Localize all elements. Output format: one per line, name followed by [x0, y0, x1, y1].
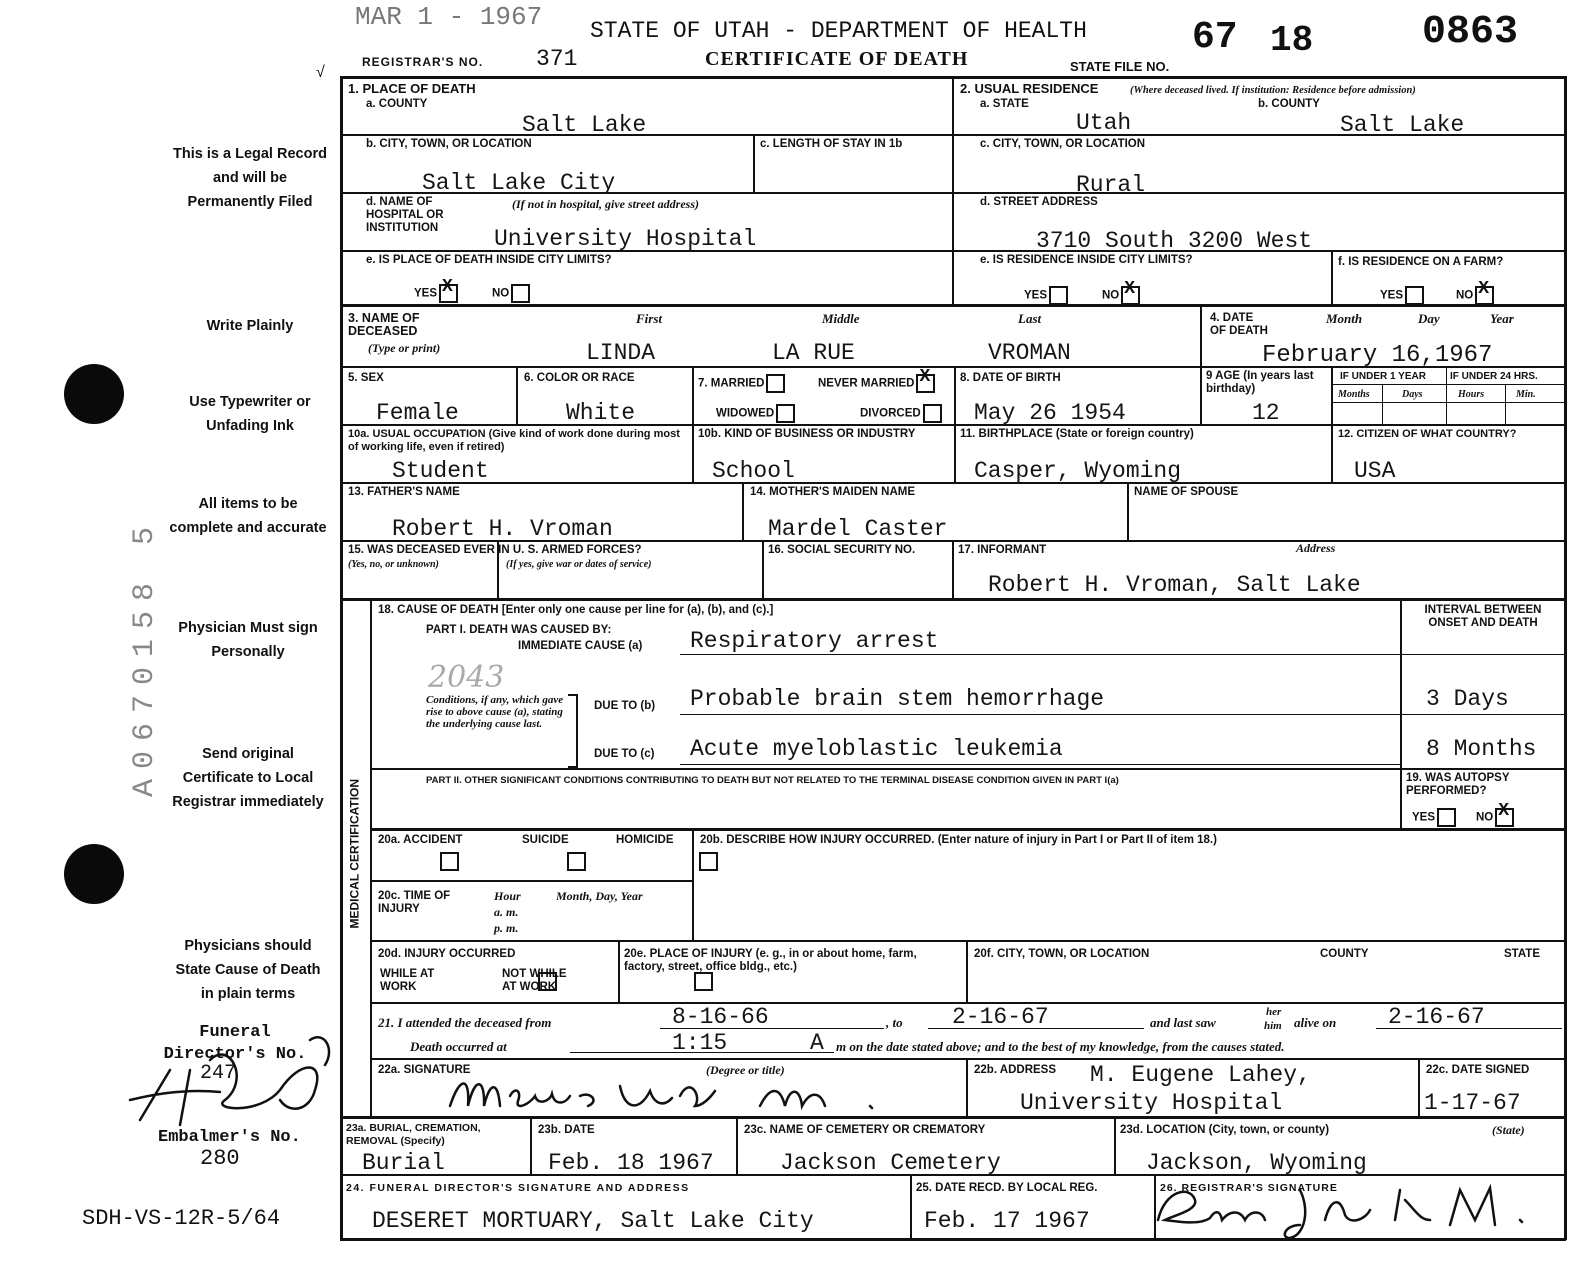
side-note-complete: All items to be complete and accurate — [169, 496, 327, 536]
autopsy-no-checkbox[interactable]: X — [1495, 808, 1514, 827]
min-label: Min. — [1516, 389, 1536, 400]
residence-state-value: Utah — [1076, 110, 1132, 136]
form-title: STATE OF UTAH - DEPARTMENT OF HEALTH — [590, 18, 1087, 44]
death-ampm-value: A — [810, 1030, 824, 1056]
certificate-title: CERTIFICATE OF DEATH — [705, 48, 969, 70]
burial-date-value: Feb. 18 1967 — [548, 1150, 714, 1176]
deceased-name-label: 3. NAME OF DECEASED — [348, 311, 420, 338]
age-value: 12 — [1252, 400, 1280, 426]
farm-yes-checkbox[interactable] — [1405, 286, 1424, 305]
hospital-note: (If not in hospital, give street address) — [512, 197, 700, 211]
embalmer-number: 280 — [200, 1146, 240, 1171]
citizen-value: USA — [1354, 458, 1396, 484]
side-note-legal: This is a Legal Record and will be Permanently Filed — [173, 146, 327, 210]
farm-no-checkbox[interactable]: X — [1475, 286, 1494, 305]
under-1-year-label: IF UNDER 1 YEAR — [1340, 371, 1426, 382]
registrar-signature — [1150, 1180, 1550, 1240]
death-inside-yes[interactable]: YES X — [414, 284, 458, 303]
last-saw-label: and last saw — [1150, 1015, 1216, 1030]
immediate-cause-label: IMMEDIATE CAUSE (a) — [518, 640, 643, 652]
father-value: Robert H. Vroman — [392, 516, 613, 542]
burial-location-value: Jackson, Wyoming — [1146, 1150, 1367, 1176]
injury-city-label: 20f. CITY, TOWN, OR LOCATION — [974, 948, 1150, 960]
interval-label: INTERVAL BETWEEN ONSET AND DEATH — [1424, 604, 1542, 629]
form-number: SDH-VS-12R-5/64 — [82, 1206, 281, 1231]
injury-state-label: STATE — [1504, 948, 1540, 960]
punch-hole-bottom — [64, 844, 124, 904]
marital-never[interactable]: NEVER MARRIED X — [818, 374, 935, 393]
under-24-hrs-label: IF UNDER 24 HRS. — [1450, 371, 1538, 382]
accident-checkbox[interactable] — [440, 852, 459, 871]
burial-type-label: 23a. BURIAL, CREMATION, REMOVAL (Specify) — [346, 1122, 481, 1147]
funeral-director-label: Funeral Director's No. — [163, 1023, 307, 1064]
side-note-physician: Physician Must sign Personally — [178, 620, 318, 660]
autopsy-yes-checkbox[interactable] — [1437, 808, 1456, 827]
age-label: 9 AGE (In years last birthday) — [1206, 370, 1314, 395]
injury-place-label: 20e. PLACE OF INJURY (e. g., in or about home, farm, factory, street, office bldg., etc.) — [624, 948, 917, 973]
middle-name-value: LA RUE — [772, 340, 855, 366]
farm-no[interactable]: NO X — [1456, 286, 1494, 305]
cause-of-death-label: 18. CAUSE OF DEATH [Enter only one cause per line for (a), (b), and (c).] — [378, 604, 774, 616]
cemetery-value: Jackson Cemetery — [780, 1150, 1001, 1176]
mother-label: 14. MOTHER'S MAIDEN NAME — [750, 486, 916, 498]
state-file-number: 0863 — [1422, 10, 1519, 55]
alive-on-label: alive on — [1294, 1015, 1337, 1030]
death-county-label: a. COUNTY — [366, 98, 428, 110]
date-of-death-value: February 16,1967 — [1262, 342, 1493, 369]
armed-forces-note-1: (Yes, no, or unknown) — [348, 559, 439, 570]
spouse-label: NAME OF SPOUSE — [1134, 486, 1239, 498]
last-name-label: Last — [1018, 311, 1042, 326]
residence-city-label: c. CITY, TOWN, OR LOCATION — [980, 138, 1146, 150]
death-city-label: b. CITY, TOWN, OR LOCATION — [366, 138, 532, 150]
marital-widowed[interactable]: WIDOWED — [716, 404, 795, 423]
conditions-label: Conditions, if any, which gave rise to above cause (a), stating the underlying cause last. — [426, 694, 564, 730]
sex-value: Female — [376, 400, 459, 426]
due-to-c-value: Acute myeloblastic leukemia — [690, 736, 1063, 762]
due-to-b-label: DUE TO (b) — [594, 700, 656, 712]
burial-date-label: 23b. DATE — [538, 1124, 595, 1136]
side-note-typewriter: Use Typewriter or Unfading Ink — [189, 394, 311, 434]
pm-label: p. m. — [494, 921, 519, 935]
citizen-label: 12. CITIZEN OF WHAT COUNTRY? — [1338, 428, 1517, 440]
suicide-checkbox[interactable] — [567, 852, 586, 871]
interval-b-value: 3 Days — [1426, 686, 1509, 712]
last-saw-value: 2-16-67 — [1388, 1004, 1485, 1030]
death-year-label: Year — [1490, 311, 1514, 326]
residence-city-value: Rural — [1076, 172, 1146, 198]
informant-label: 17. INFORMANT — [958, 544, 1047, 556]
due-to-c-label: DUE TO (c) — [594, 748, 655, 760]
death-statement: m on the date stated above; and to the best of my knowledge, from the causes stated. — [836, 1039, 1285, 1054]
race-value: White — [566, 400, 636, 426]
injury-time-label: 20c. TIME OF INJURY — [378, 890, 451, 915]
occupation-value: Student — [392, 458, 489, 484]
ssn-label: 16. SOCIAL SECURITY NO. — [768, 544, 916, 556]
birthplace-label: 11. BIRTHPLACE (State or foreign country) — [960, 428, 1194, 440]
residence-label: 2. USUAL RESIDENCE — [960, 81, 1099, 96]
degree-label: (Degree or title) — [706, 1063, 785, 1077]
side-note-send: Send original Certificate to Local Registrar immediately — [172, 746, 324, 810]
residence-street-label: d. STREET ADDRESS — [980, 196, 1098, 208]
deceased-name-note: (Type or print) — [368, 341, 441, 355]
occupation-label: 10a. USUAL OCCUPATION (Give kind of work done during most of working life, even if retired) — [348, 428, 680, 453]
attended-from-value: 8-16-66 — [672, 1004, 769, 1030]
date-received-label: 25. DATE RECD. BY LOCAL REG. — [916, 1182, 1098, 1194]
widowed-checkbox[interactable] — [776, 404, 795, 423]
death-month-label: Month — [1326, 311, 1363, 326]
death-inside-no[interactable]: NO — [492, 284, 530, 303]
punch-hole-top — [64, 364, 124, 424]
hospital-value: University Hospital — [494, 226, 757, 252]
sex-label: 5. SEX — [348, 372, 384, 384]
side-note-write: Write Plainly — [206, 318, 294, 334]
hospital-label: d. NAME OF HOSPITAL OR INSTITUTION — [366, 196, 444, 234]
funeral-director-signature-label: 24. FUNERAL DIRECTOR'S SIGNATURE AND ADDRESS — [346, 1182, 690, 1194]
registrar-number: 371 — [536, 46, 578, 72]
registrar-label: REGISTRAR'S NO. — [362, 55, 484, 69]
date-of-death-label: 4. DATE OF DEATH — [1210, 312, 1268, 337]
first-name-label: First — [636, 311, 663, 326]
death-inside-no-checkbox[interactable] — [511, 284, 530, 303]
part-2-label: PART II. OTHER SIGNIFICANT CONDITIONS CONTRIBUTING TO DEATH BUT NOT RELATED TO THE TERMINAL DISEASE CONDITION GIVEN IN PART I(a) — [426, 775, 1119, 786]
inside-city-limits-label: e. IS PLACE OF DEATH INSIDE CITY LIMITS? — [366, 254, 612, 266]
signature-label: 22a. SIGNATURE — [378, 1064, 471, 1076]
burial-type-value: Burial — [362, 1150, 445, 1176]
homicide-checkbox[interactable] — [699, 852, 718, 871]
not-while-at-work-checkbox[interactable] — [694, 972, 713, 991]
physician-address-label: 22b. ADDRESS — [974, 1064, 1057, 1076]
mother-value: Mardel Caster — [768, 516, 948, 542]
funeral-director-number: 247 — [200, 1062, 237, 1085]
residence-street-value: 3710 South 3200 West — [1036, 228, 1313, 254]
farm-yes[interactable]: YES — [1380, 286, 1424, 305]
father-label: 13. FATHER'S NAME — [348, 486, 460, 498]
death-day-label: Day — [1418, 311, 1440, 326]
middle-name-label: Middle — [822, 311, 860, 326]
hours-label: Hours — [1458, 389, 1485, 400]
stay-length-label: c. LENGTH OF STAY IN 1b — [760, 138, 903, 150]
part-1-label: PART I. DEATH WAS CAUSED BY: — [426, 624, 612, 636]
physician-address-line-1: M. Eugene Lahey, — [1090, 1062, 1311, 1088]
autopsy-label: 19. WAS AUTOPSY PERFORMED? — [1406, 772, 1510, 797]
medical-certification-label: MEDICAL CERTIFICATION — [347, 778, 362, 929]
divorced-checkbox[interactable] — [923, 404, 942, 423]
check-mark: √ — [316, 64, 325, 81]
side-note-state-cause: Physicians should State Cause of Death in plain terms — [175, 938, 321, 1002]
injury-occurred-label: 20d. INJURY OCCURRED — [378, 948, 516, 960]
attended-to-value: 2-16-67 — [952, 1004, 1049, 1030]
attended-label: 21. I attended the deceased from — [378, 1015, 552, 1030]
birthplace-value: Casper, Wyoming — [974, 458, 1182, 484]
last-name-value: VROMAN — [988, 340, 1071, 366]
physician-address-line-2: University Hospital — [1020, 1090, 1283, 1116]
death-city-value: Salt Lake City — [422, 170, 616, 196]
residence-inside-no-checkbox[interactable]: X — [1121, 286, 1140, 305]
funeral-director-value: DESERET MORTUARY, Salt Lake City — [372, 1208, 814, 1234]
suicide-label: SUICIDE — [522, 834, 569, 846]
marital-divorced[interactable]: DIVORCED — [860, 404, 942, 423]
residence-inside-no[interactable]: NO X — [1102, 286, 1140, 305]
residence-inside-yes-checkbox[interactable] — [1049, 286, 1068, 305]
while-at-work-option[interactable]: WHILE AT WORK — [380, 968, 435, 993]
her-label: her — [1266, 1006, 1282, 1018]
armed-forces-note-2: (If yes, give war or dates of service) — [506, 559, 652, 570]
state-file-label: STATE FILE NO. — [1070, 59, 1170, 74]
date-received-value: Feb. 17 1967 — [924, 1208, 1090, 1234]
date-signed-value: 1-17-67 — [1424, 1090, 1521, 1116]
farm-label: f. IS RESIDENCE ON A FARM? — [1338, 256, 1504, 268]
residence-note: (Where deceased lived. If institution: Residence before admission) — [1130, 85, 1416, 96]
homicide-label: HOMICIDE — [616, 834, 674, 846]
never-married-checkbox[interactable]: X — [916, 374, 935, 393]
cemetery-label: 23c. NAME OF CEMETERY OR CREMATORY — [744, 1124, 986, 1136]
am-label: a. m. — [494, 905, 519, 919]
autopsy-no[interactable]: NO X — [1476, 808, 1514, 827]
not-while-at-work-option[interactable]: NOT WHILE AT WORK — [502, 968, 567, 993]
residence-county-value: Salt Lake — [1340, 112, 1465, 138]
physician-signature — [440, 1063, 920, 1116]
him-label: him — [1264, 1020, 1282, 1032]
married-checkbox[interactable] — [766, 374, 785, 393]
birth-date-value: May 26 1954 — [974, 400, 1126, 426]
due-to-b-value: Probable brain stem hemorrhage — [690, 686, 1105, 712]
death-occurred-label: Death occurred at — [410, 1039, 507, 1054]
hour-label: Hour — [494, 889, 521, 903]
injury-county-label: COUNTY — [1320, 948, 1369, 960]
immediate-cause-value: Respiratory arrest — [690, 628, 939, 654]
burial-location-label: 23d. LOCATION (City, town, or county) — [1120, 1124, 1330, 1136]
stamp-date: MAR 1 - 1967 — [355, 2, 543, 32]
armed-forces-label: 15. WAS DECEASED EVER IN U. S. ARMED FORCES? — [348, 544, 642, 556]
interval-c-value: 8 Months — [1426, 736, 1537, 762]
death-inside-yes-checkbox[interactable]: X — [439, 284, 458, 303]
informant-address-label: Address — [1296, 541, 1336, 555]
months-label: Months — [1338, 389, 1370, 400]
injury-describe-label: 20b. DESCRIBE HOW INJURY OCCURRED. (Enter nature of injury in Part I or Part II of item 18.) — [700, 834, 1217, 846]
attended-to-label: , to — [886, 1015, 903, 1030]
informant-value: Robert H. Vroman, Salt Lake — [988, 572, 1361, 598]
first-name-value: LINDA — [586, 340, 656, 366]
state-file-year: 67 — [1192, 16, 1238, 59]
burial-state-label: (State) — [1492, 1123, 1525, 1137]
days-label: Days — [1402, 389, 1423, 400]
vertical-serial-number: A0670158 5 — [128, 516, 162, 798]
death-time-value: 1:15 — [672, 1030, 728, 1056]
residence-inside-label: e. IS RESIDENCE INSIDE CITY LIMITS? — [980, 254, 1193, 266]
death-county-value: Salt Lake — [522, 112, 647, 138]
place-of-death-label: 1. PLACE OF DEATH — [348, 81, 476, 96]
race-label: 6. COLOR OR RACE — [524, 372, 635, 384]
marital-married[interactable]: 7. MARRIED — [698, 374, 785, 393]
funeral-director-signature — [110, 1020, 350, 1140]
autopsy-yes[interactable]: YES — [1412, 808, 1456, 827]
residence-county-label: b. COUNTY — [1258, 98, 1320, 110]
embalmer-label: Embalmer's No. — [158, 1128, 301, 1147]
handwritten-code: 2043 — [428, 660, 505, 695]
residence-inside-yes[interactable]: YES — [1024, 286, 1068, 305]
business-value: School — [712, 458, 795, 484]
residence-state-label: a. STATE — [980, 98, 1029, 110]
state-file-series: 18 — [1270, 20, 1314, 61]
registrar-signature-label: 26. REGISTRAR'S SIGNATURE — [1160, 1182, 1338, 1194]
birth-date-label: 8. DATE OF BIRTH — [960, 372, 1061, 384]
business-label: 10b. KIND OF BUSINESS OR INDUSTRY — [698, 428, 916, 440]
accident-label: 20a. ACCIDENT — [378, 834, 463, 846]
date-signed-label: 22c. DATE SIGNED — [1426, 1064, 1530, 1076]
month-day-year-label: Month, Day, Year — [556, 889, 643, 903]
